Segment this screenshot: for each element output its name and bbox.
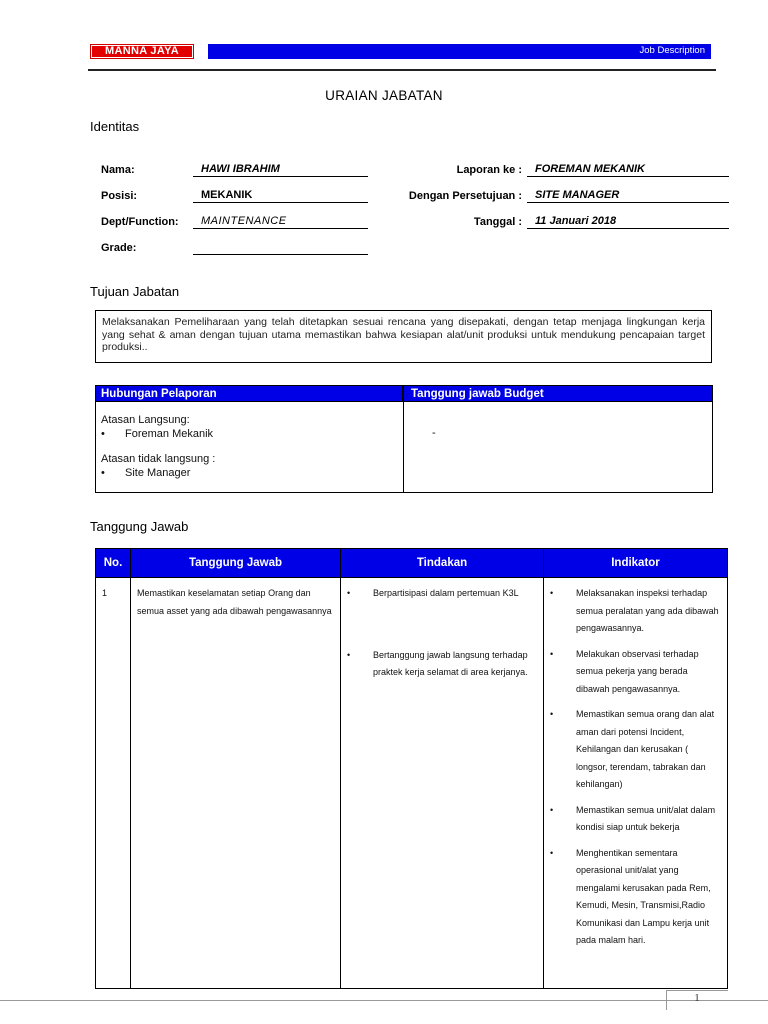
row-no-cell	[96, 578, 131, 989]
atasan-tidak-label: Atasan tidak langsung :	[101, 453, 216, 465]
dept-label: Dept/Function:	[101, 216, 179, 228]
laporan-label: Laporan ke :	[456, 164, 522, 176]
bullet-icon: •	[550, 648, 554, 659]
tanggal-field: 11 Januari 2018	[527, 214, 729, 229]
indicator-item: • Melakukan observasi terhadap semua pekerja yang berada dibawah pengawasannya.	[550, 646, 721, 699]
tanggung-jawab-heading: Tanggung Jawab	[90, 519, 189, 534]
company-name: MANNA JAYA	[92, 46, 192, 57]
row-actions-cell	[341, 578, 544, 989]
budget-header: Tanggung jawab Budget	[403, 385, 713, 402]
persetujuan-field: SITE MANAGER	[527, 188, 729, 203]
atasan-langsung-label: Atasan Langsung:	[101, 414, 190, 426]
table-row	[96, 578, 728, 989]
doc-type-label: Job Description	[639, 45, 705, 56]
grade-label: Grade:	[101, 242, 137, 254]
atasan-tidak-item	[101, 466, 190, 480]
reporting-header: Hubungan Pelaporan	[95, 385, 403, 402]
bullet-icon: •	[101, 428, 105, 440]
footer-rule	[0, 1000, 768, 1001]
bullet-icon: •	[550, 804, 554, 815]
atasan-langsung-item	[101, 427, 213, 441]
company-logo	[90, 44, 194, 59]
header-bar	[208, 44, 711, 59]
row-no: 1	[102, 588, 108, 598]
action-item: • Berpartisipasi dalam pertemuan K3L	[347, 585, 537, 603]
reporting-divider	[403, 385, 404, 493]
page-title: URAIAN JABATAN	[325, 88, 443, 103]
bullet-icon: •	[347, 588, 351, 598]
dept-field: MAINTENANCE	[193, 214, 368, 229]
page-number: 1	[694, 992, 700, 1004]
atasan-tidak-value: Site Manager	[125, 467, 191, 479]
identitas-heading: Identitas	[90, 119, 140, 134]
posisi-field: MEKANIK	[193, 188, 368, 203]
col-tanggung-jawab: Tanggung Jawab	[131, 549, 341, 578]
responsibility-table	[95, 548, 728, 989]
grade-field	[193, 240, 368, 255]
budget-value: -	[432, 427, 436, 439]
table-header-row	[96, 549, 728, 578]
indicator-item: • Menghentikan sementara operasional unit/alat yang mengalami kerusakan pada Rem, Kemudi, Mesin, Transmisi,Radio Komunikasi dan Lampu kerja unit pada malam hari.	[550, 845, 721, 950]
bullet-icon: •	[550, 588, 554, 598]
indicator-item: • Memastikan semua unit/alat dalam kondisi siap untuk bekerja	[550, 802, 721, 837]
posisi-label: Posisi:	[101, 190, 138, 202]
col-tindakan: Tindakan	[341, 549, 544, 578]
row-indicators-cell	[544, 578, 728, 989]
action-item: • Bertanggung jawab langsung terhadap praktek kerja selamat di area kerjanya.	[347, 647, 537, 682]
bullet-icon: •	[101, 467, 105, 479]
tujuan-heading: Tujuan Jabatan	[90, 284, 180, 299]
indicator-item: • Melaksanakan inspeksi terhadap semua peralatan yang ada dibawah pengawasannya.	[550, 585, 721, 638]
row-responsibility-cell	[131, 578, 341, 989]
bullet-icon: •	[347, 649, 351, 660]
header-rule	[88, 69, 716, 71]
nama-label: Nama:	[101, 164, 135, 176]
row-responsibility: Memastikan keselamatan setiap Orang dan semua asset yang ada dibawah pengawasannya	[137, 588, 332, 616]
nama-field: HAWI IBRAHIM	[193, 162, 368, 177]
col-indikator: Indikator	[544, 549, 728, 578]
bullet-icon: •	[550, 709, 554, 719]
indicator-item: • Memastikan semua orang dan alat aman dari potensi Incident, Kehilangan dan kerusakan ( longsor, terendam, tabrakan dan kehilangan)	[550, 706, 721, 794]
tujuan-text: Melaksanakan Pemeliharaan yang telah ditetapkan sesuai rencana yang disepakati, dengan tetap menjaga lingkungan kerja yang sehat & aman dengan tujuan utama memastikan bahwa kesiapan alat/unit produksi untuk mendukung pencapaian target produksi..	[95, 310, 712, 363]
col-no: No.	[96, 549, 131, 578]
persetujuan-label: Dengan Persetujuan :	[408, 190, 522, 202]
tanggal-label: Tanggal :	[473, 216, 522, 228]
atasan-langsung-value: Foreman Mekanik	[125, 428, 214, 440]
laporan-field: FOREMAN MEKANIK	[527, 162, 729, 177]
bullet-icon: •	[550, 847, 554, 858]
